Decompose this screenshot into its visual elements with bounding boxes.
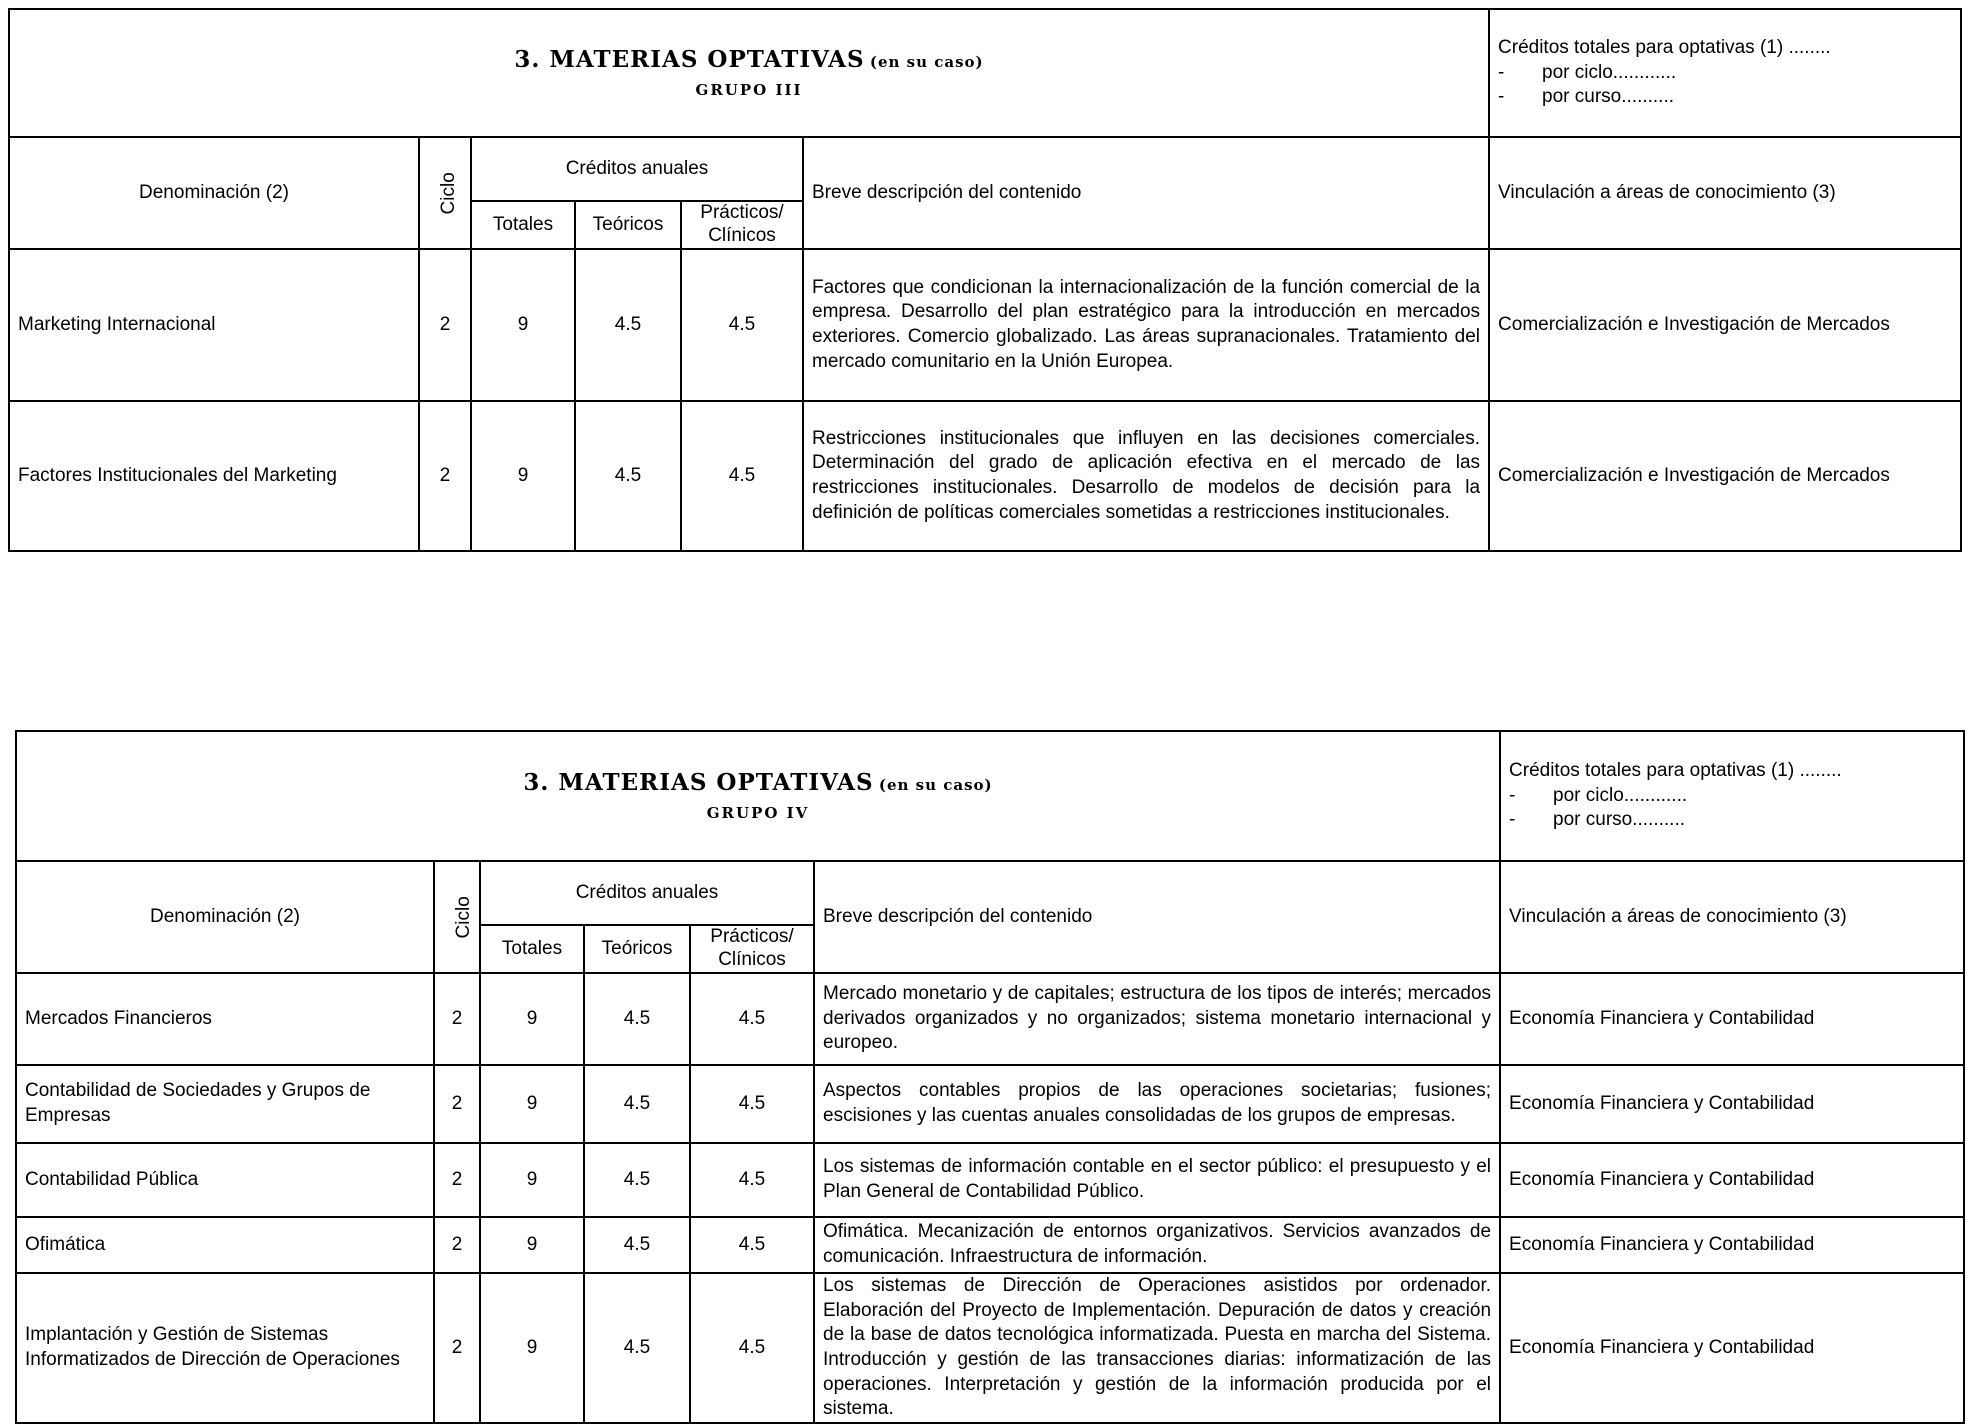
subject-teoricos: 4.5 [575, 249, 681, 401]
section-title-suffix: (en su caso) [869, 53, 984, 72]
dash-marker: - [1498, 61, 1505, 83]
table-row [16, 1273, 1964, 1423]
credits-per-cycle-label: por ciclo............ [1553, 784, 1688, 806]
subject-practicos: 4.5 [690, 1273, 814, 1423]
subject-area: Economía Financiera y Contabilidad [1500, 1065, 1964, 1143]
subject-totales: 9 [480, 1065, 584, 1143]
subject-ciclo: 2 [434, 1273, 480, 1423]
materias-optativas-grupo-iii-table [8, 8, 1962, 552]
header-teoricos: Teóricos [575, 201, 681, 249]
subject-teoricos: 4.5 [584, 973, 690, 1065]
title-row [9, 9, 1961, 137]
subject-teoricos: 4.5 [584, 1143, 690, 1217]
credits-total-line: Créditos totales para optativas (1) ........ [1509, 759, 1842, 781]
title-block [9, 9, 1489, 137]
credits-per-course-label: por curso.......... [1542, 86, 1675, 108]
title-block [16, 731, 1500, 861]
subject-name: Mercados Financieros [16, 973, 434, 1065]
title-row [16, 731, 1964, 861]
subject-totales: 9 [471, 401, 575, 551]
subject-description: Ofimática. Mecanización de entornos organizativos. Servicios avanzados de comunicación. Infraestructura de información. [814, 1217, 1500, 1273]
header-denominacion: Denominación (2) [9, 137, 419, 249]
subject-area: Economía Financiera y Contabilidad [1500, 1143, 1964, 1217]
subject-description: Restricciones institucionales que influyen en las decisiones comerciales. Determinación del grado de aplicación efectiva en el mercado de las restricciones institucionales. Desarrollo de modelos de decisión para la definición de políticas comerciales sometidas a restricciones institucionales. [803, 401, 1489, 551]
subject-description: Los sistemas de Dirección de Operaciones asistidos por ordenador. Elaboración del Proyecto de Implementación. Depuración de datos y creación de la base de datos tecnológica informatizada. Puesta en marcha del Sistema. Introducción y gestión de las transacciones diarias: informatización de las operaciones. Interpretación y gestión de la información producida por el sistema. [814, 1273, 1500, 1423]
subject-totales: 9 [480, 1217, 584, 1273]
subject-practicos: 4.5 [690, 1143, 814, 1217]
subject-practicos: 4.5 [690, 973, 814, 1065]
credits-per-course-line [1498, 85, 1952, 110]
group-label: GRUPO III [695, 81, 803, 100]
subject-ciclo: 2 [419, 249, 471, 401]
subject-teoricos: 4.5 [575, 401, 681, 551]
subject-ciclo: 2 [434, 973, 480, 1065]
header-ciclo-label: Ciclo [437, 171, 459, 215]
dash-marker: - [1509, 784, 1516, 806]
subject-teoricos: 4.5 [584, 1217, 690, 1273]
header-denominacion: Denominación (2) [16, 861, 434, 973]
subject-area: Comercialización e Investigación de Mercados [1489, 401, 1961, 551]
subject-practicos: 4.5 [690, 1065, 814, 1143]
subject-area: Comercialización e Investigación de Mercados [1489, 249, 1961, 401]
header-vinculacion: Vinculación a áreas de conocimiento (3) [1500, 861, 1964, 973]
credits-total-line: Créditos totales para optativas (1) ........ [1498, 36, 1831, 58]
section-title-suffix: (en su caso) [878, 776, 993, 795]
subject-description: Mercado monetario y de capitales; estructura de los tipos de interés; mercados derivados organizados y no organizados; sistema monetario internacional y europeo. [814, 973, 1500, 1065]
subject-practicos: 4.5 [681, 401, 803, 551]
subject-ciclo: 2 [419, 401, 471, 551]
header-row-1 [9, 137, 1961, 201]
header-ciclo [419, 137, 471, 249]
section-title: 3. MATERIAS OPTATIVAS [514, 46, 865, 74]
table-row [9, 401, 1961, 551]
subject-practicos: 4.5 [690, 1217, 814, 1273]
section-title: 3. MATERIAS OPTATIVAS [523, 769, 874, 797]
subject-area: Economía Financiera y Contabilidad [1500, 973, 1964, 1065]
dash-marker: - [1509, 809, 1516, 831]
subject-teoricos: 4.5 [584, 1065, 690, 1143]
subject-totales: 9 [480, 1143, 584, 1217]
credits-totals-box [1500, 731, 1964, 861]
credits-per-course-label: por curso.......... [1553, 809, 1686, 831]
credits-per-cycle-line [1498, 61, 1952, 86]
table-row [16, 1217, 1964, 1273]
subject-area: Economía Financiera y Contabilidad [1500, 1217, 1964, 1273]
dash-marker: - [1498, 86, 1505, 108]
header-ciclo [434, 861, 480, 973]
header-totales: Totales [471, 201, 575, 249]
subject-name: Ofimática [16, 1217, 434, 1273]
header-row-1 [16, 861, 1964, 925]
subject-totales: 9 [480, 1273, 584, 1423]
subject-name: Contabilidad de Sociedades y Grupos de Empresas [16, 1065, 434, 1143]
table-row [16, 1143, 1964, 1217]
header-totales: Totales [480, 925, 584, 973]
subject-ciclo: 2 [434, 1217, 480, 1273]
subject-area: Economía Financiera y Contabilidad [1500, 1273, 1964, 1423]
credits-per-cycle-line [1509, 784, 1955, 809]
subject-totales: 9 [471, 249, 575, 401]
subject-name: Marketing Internacional [9, 249, 419, 401]
subject-description: Los sistemas de información contable en el sector público: el presupuesto y el Plan General de Contabilidad Público. [814, 1143, 1500, 1217]
header-descripcion: Breve descripción del contenido [814, 861, 1500, 973]
subject-teoricos: 4.5 [584, 1273, 690, 1423]
header-practicos: Prácticos/ Clínicos [690, 925, 814, 973]
table-row [16, 973, 1964, 1065]
subject-totales: 9 [480, 973, 584, 1065]
header-practicos: Prácticos/ Clínicos [681, 201, 803, 249]
credits-per-course-line [1509, 808, 1955, 833]
group-label: GRUPO IV [706, 804, 810, 823]
subject-ciclo: 2 [434, 1143, 480, 1217]
materias-optativas-grupo-iv-table [15, 730, 1965, 1424]
subject-practicos: 4.5 [681, 249, 803, 401]
header-vinculacion: Vinculación a áreas de conocimiento (3) [1489, 137, 1961, 249]
subject-name: Implantación y Gestión de Sistemas Informatizados de Dirección de Operaciones [16, 1273, 434, 1423]
subject-ciclo: 2 [434, 1065, 480, 1143]
credits-totals-box [1489, 9, 1961, 137]
table-row [9, 249, 1961, 401]
subject-description: Factores que condicionan la internacionalización de la función comercial de la empresa. Desarrollo del plan estratégico para la introducción en mercados exteriores. Comercio globalizado. Las áreas supranacionales. Tratamiento del mercado comunitario en la Unión Europea. [803, 249, 1489, 401]
header-creditos-anuales: Créditos anuales [480, 861, 814, 925]
header-teoricos: Teóricos [584, 925, 690, 973]
header-descripcion: Breve descripción del contenido [803, 137, 1489, 249]
header-ciclo-label: Ciclo [452, 895, 474, 939]
credits-per-cycle-label: por ciclo............ [1542, 61, 1677, 83]
subject-name: Factores Institucionales del Marketing [9, 401, 419, 551]
table-row [16, 1065, 1964, 1143]
header-creditos-anuales: Créditos anuales [471, 137, 803, 201]
subject-name: Contabilidad Pública [16, 1143, 434, 1217]
subject-description: Aspectos contables propios de las operaciones societarias; fusiones; escisiones y las cuentas anuales consolidadas de los grupos de empresas. [814, 1065, 1500, 1143]
